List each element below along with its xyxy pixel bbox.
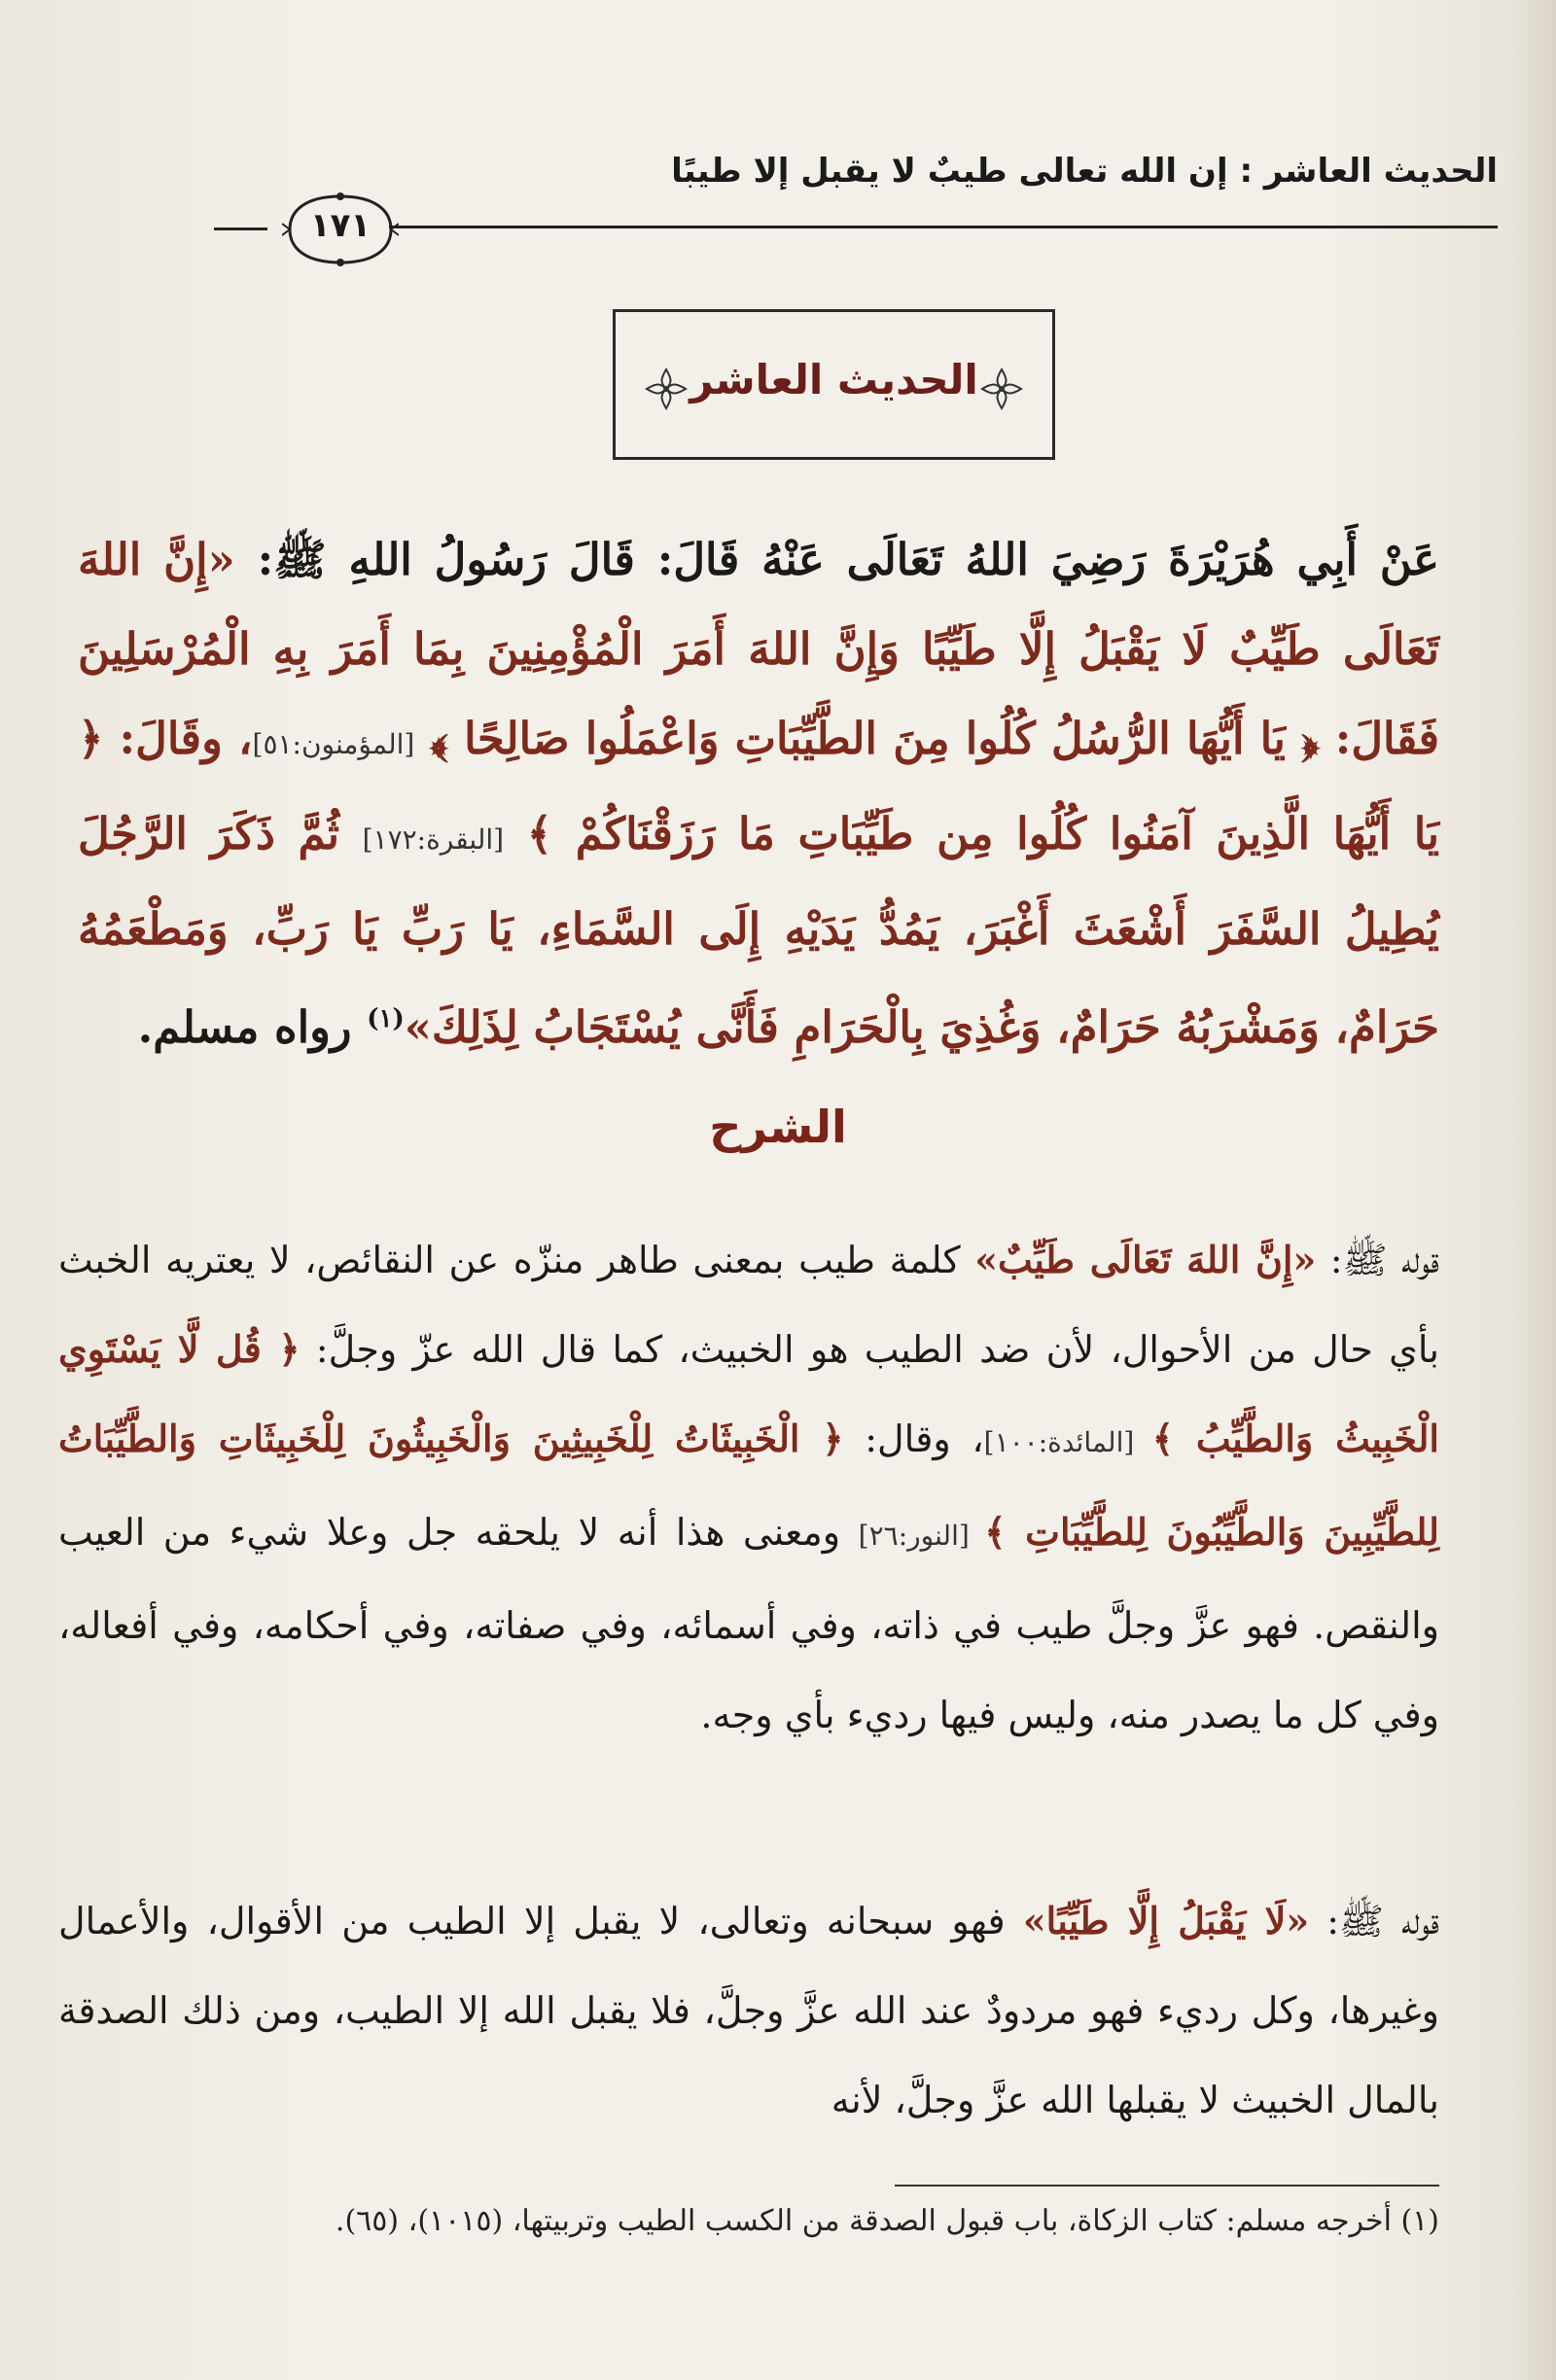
- hadith-text: [78, 515, 1439, 1072]
- paragraph-text: قوله ﷺ:: [1316, 1239, 1439, 1281]
- paragraph-text: ، وقال:: [843, 1418, 984, 1460]
- paragraph-text: فهو سبحانه وتعالى، لا يقبل إلا الطيب من الأقوال، والأعمال وغيرها، وكل رديء فهو مردودٌ عند الله عزَّ وجلَّ، فلا يقبل الله إلا الطيب، ومن ذلك الصدقة بالمال الخبيث لا يقبلها الله عزَّ وجلَّ، لأنه: [58, 1900, 1439, 2121]
- page-number-ornament: [282, 192, 399, 266]
- page-number-dash: [214, 228, 267, 230]
- commentary-heading: الشرح: [709, 1101, 847, 1153]
- paragraph-text: قوله ﷺ:: [1309, 1900, 1440, 1942]
- chapter-title: الحديث العاشر: [690, 356, 978, 403]
- footnote-marker: (١): [367, 1004, 405, 1033]
- commentary-paragraph: [58, 1876, 1439, 2145]
- verse-reference: [البقرة:١٧٢]: [362, 823, 505, 856]
- running-title: الحديث العاشر : إن الله تعالى طيبٌ لا يقبل إلا طيبًا: [671, 152, 1498, 191]
- hadith-quote-1: «إِنَّ اللهَ تَعَالَى طَيِّبٌ لَا يَقْبَلُ إِلَّا طَيِّبًا وَإِنَّ اللهَ أَمَرَ الْمُؤْمِنِينَ بِمَا أَمَرَ بِهِ الْمُرْسَلِينَ فَقَالَ: ﴿ يَا أَيُّهَا الرُّسُلُ كُلُوا مِنَ الطَّيِّبَاتِ وَاعْمَلُوا صَالِحًا ﴾: [78, 534, 1440, 764]
- chapter-title-box: [613, 309, 1055, 460]
- hadith-quote-2: ، وقَالَ: ﴿ يَا أَيُّهَا الَّذِينَ آمَنُوا كُلُوا مِن طَيِّبَاتِ مَا رَزَقْنَاكُمْ ﴾: [78, 713, 1439, 859]
- running-header: [214, 146, 1498, 245]
- verse-reference: [النور:٢٦]: [858, 1520, 985, 1552]
- floral-ornament-icon: [645, 368, 688, 410]
- paragraph-text: ومعنى هذا أنه لا يلحقه جل وعلا شيء من العيب والنقص. فهو عزَّ وجلَّ طيب في ذاته، وفي أسمائه، وفي صفاته، وفي أحكامه، وفي أفعاله، وفي كل ما يصدر منه، وليس فيها رديء بأي وجه.: [58, 1511, 1439, 1736]
- hadith-source: رواه مسلم.: [137, 1001, 368, 1053]
- quoted-hadith: «لَا يَقْبَلُ إِلَّا طَيِّبًا»: [1022, 1899, 1310, 1942]
- footnote-rule: [895, 2185, 1439, 2187]
- footnote: (١) أخرجه مسلم: كتاب الزكاة، باب قبول الصدقة من الكسب الطيب وتربيتها، (١٠١٥)، (٦٥).: [335, 2204, 1439, 2238]
- header-rule: [389, 226, 1498, 228]
- verse-reference: [المؤمنون:٥١]: [252, 728, 415, 760]
- paragraph-text: كلمة طيب بمعنى طاهر منزّه عن النقائص، لا يعتريه الخبث بأي حال من الأحوال، لأن ضد الطيب هو الخبيث، كما قال الله عزّ وجلَّ:: [58, 1239, 1439, 1371]
- quoted-verse: ﴿ قُل لَّا يَسْتَوِي الْخَبِيثُ وَالطَّيِّبُ ﴾: [58, 1327, 1439, 1460]
- commentary-paragraph: [58, 1215, 1439, 1760]
- verse-reference: [المائدة:١٠٠]: [983, 1426, 1152, 1458]
- hadith-quote-3: ثُمَّ ذَكَرَ الرَّجُلَ يُطِيلُ السَّفَرَ أَشْعَثَ أَغْبَرَ، يَمُدُّ يَدَيْهِ إِلَى السَّمَاءِ، يَا رَبِّ يَا رَبِّ، وَمَطْعَمُهُ حَرَامٌ، وَمَشْرَبُهُ حَرَامٌ، وَغُذِيَ بِالْحَرَامِ فَأَنَّى يُسْتَجَابُ لِذَلِكَ»: [78, 808, 1439, 1053]
- page-number: ١٧١: [309, 206, 371, 245]
- hadith-intro: عَنْ أَبِي هُرَيْرَةَ رَضِيَ اللهُ تَعَالَى عَنْهُ قَالَ: قَالَ رَسُولُ اللهِ ﷺ:: [234, 534, 1439, 585]
- quoted-verse: ﴿ الْخَبِيثَاتُ لِلْخَبِيثِينَ وَالْخَبِيثُونَ لِلْخَبِيثَاتِ وَالطَّيِّبَاتُ لِلطَّيِّبِينَ وَالطَّيِّبُونَ لِلطَّيِّبَاتِ ﴾: [58, 1417, 1439, 1554]
- quoted-hadith: «إِنَّ اللهَ تَعَالَى طَيِّبٌ»: [974, 1238, 1317, 1281]
